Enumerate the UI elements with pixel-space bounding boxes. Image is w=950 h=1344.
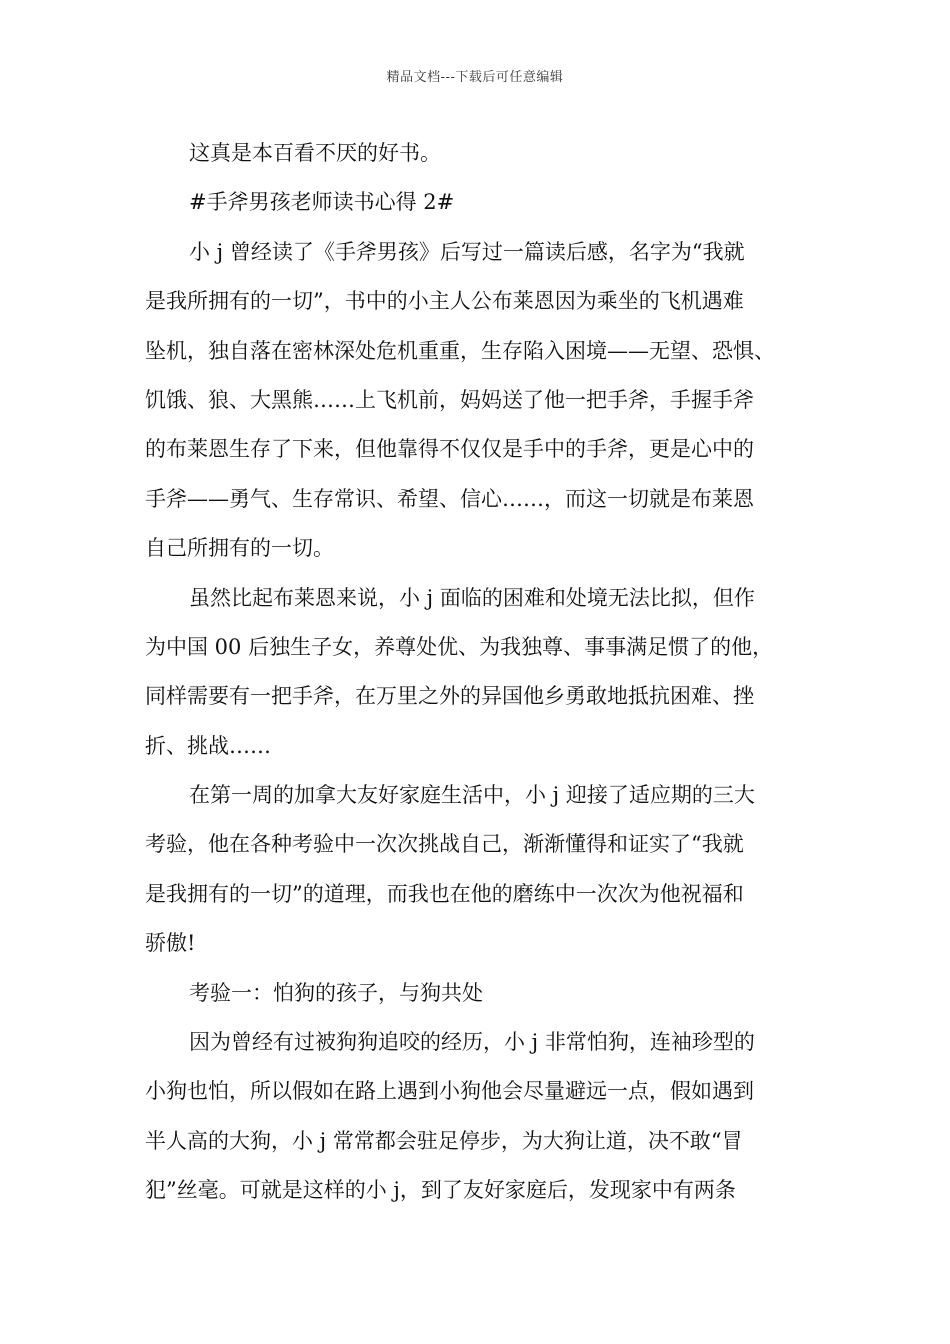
text-line: 犯”丝毫。可就是这样的小 j，到了友好家庭后，发现家中有两条	[145, 1178, 736, 1203]
document-body	[145, 134, 810, 1221]
subsection-heading: 考验一：怕狗的孩子，与狗共处	[189, 980, 483, 1005]
text-line: 骄傲!	[145, 931, 196, 956]
text-line: 坠机，独自落在密林深处危机重重，生存陷入困境——无望、恐惧、	[145, 338, 775, 363]
text-line: 这真是本百看不厌的好书。	[189, 141, 441, 165]
text-line: 小 j 曾经读了《手斧男孩》后写过一篇读后感，名字为“我就	[189, 239, 745, 264]
text-line: 半人高的大狗，小 j 常常都会驻足停步，为大狗让道，决不敢“冒	[145, 1128, 743, 1153]
text-line: 同样需要有一把手斧，在万里之外的异国他乡勇敢地抵抗困难、挫	[145, 684, 754, 709]
text-line: 是我所拥有的一切”，书中的小主人公布莱恩因为乘坐的飞机遇难	[145, 289, 744, 314]
text-line: 自己所拥有的一切。	[145, 536, 334, 561]
text-line: 为中国 00 后独生子女，养尊处优、为我独尊、事事满足惯了的他，	[145, 634, 774, 659]
text-line: 因为曾经有过被狗狗追咬的经历，小 j 非常怕狗，连袖珍型的	[189, 1030, 755, 1055]
text-line: 虽然比起布莱恩来说，小 j 面临的困难和处境无法比拟，但作	[189, 585, 755, 610]
text-line: 小狗也怕，所以假如在路上遇到小狗他会尽量避远一点，假如遇到	[145, 1079, 754, 1104]
text-line: 饥饿、狼、大黑熊……上飞机前，妈妈送了他一把手斧，手握手斧	[145, 387, 754, 412]
page-header: 精品文档---下载后可任意编辑	[386, 70, 564, 85]
section-heading: #手斧男孩老师读书心得 2#	[189, 190, 455, 215]
text-line: 在第一周的加拿大友好家庭生活中，小 j 迎接了适应期的三大	[189, 783, 755, 808]
text-line: 的布莱恩生存了下来，但他靠得不仅仅是手中的手斧，更是心中的	[145, 437, 754, 462]
text-line: 是我拥有的一切”的道理，而我也在他的磨练中一次次为他祝福和	[145, 881, 744, 906]
text-line: 考验，他在各种考验中一次次挑战自己，渐渐懂得和证实了“我就	[145, 832, 744, 857]
text-line: 手斧——勇气、生存常识、希望、信心……，而这一切就是布莱恩	[145, 486, 754, 511]
text-line: 折、挑战……	[145, 733, 271, 758]
